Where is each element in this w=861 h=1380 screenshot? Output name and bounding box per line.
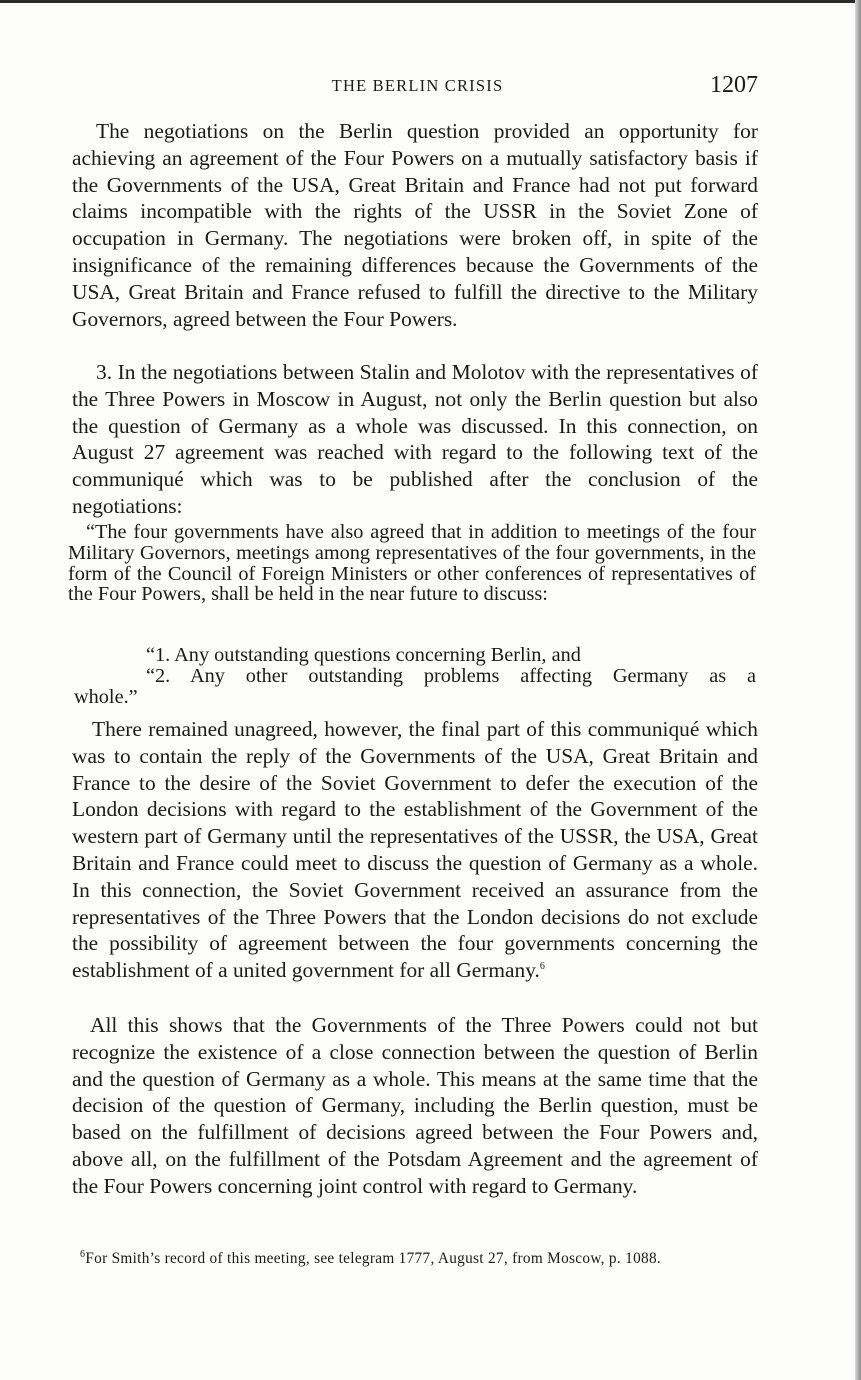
paragraph-text [72, 716, 758, 984]
running-head [0, 72, 861, 106]
footnote-reference[interactable]: 6 [539, 961, 545, 973]
paragraph-point-3 [72, 359, 758, 520]
quote-intro: “The four governments have also agreed that in addition to meetings of the four Military Governors, meetings among representatives of the four governments, in the form of the Council of Foreign Ministers or other conferences of representatives of the Four Powers, shall be held in the near future to discuss: [68, 521, 756, 606]
paragraph-text: 3. In the negotiations between Stalin and Molotov with the representatives of the Three Powers in Moscow in August, not only the Berlin question but also the question of Germany as a whole was discussed. In this connection, on August 27 agreement was reached with regard to the following text of the communiqué which was to be published after the conclusion of the negotiations: [72, 360, 758, 518]
running-title: THE BERLIN CRISIS [331, 76, 504, 95]
footnote-text [64, 1250, 750, 1268]
quote-item-2-continued: whole.” [74, 686, 138, 708]
footnote [64, 1250, 750, 1268]
paragraph-text: All this shows that the Governments of the Three Powers could not but recognize the existence of a close connection between the question of Berlin and the question of Germany as a whole. This means at the same time that the decision of the question of Germany, including the Berlin question, must be based on the fulfillment of decisions agreed between the Four Powers and, above all, on the fulfillment of the Potsdam Agreement and the agreement of the Four Powers concerning joint control with regard to Germany. [72, 1013, 758, 1198]
footnote-body: For Smith’s record of this meeting, see telegram 1777, August 27, from Moscow, p. 1088. [85, 1250, 662, 1267]
paragraph-body: There remained unagreed, however, the final part of this communiqué which was to contain the reply of the Governments of the USA, Great Britain and France to the desire of the Soviet Government to defer the execution of the London decisions with regard to the establishment of the Government of the western part of Germany until the representatives of the USSR, the USA, Great Britain and France could meet to discuss the question of Germany as a whole. In this connection, the Soviet Government received an assurance from the representatives of the Three Powers that the London decisions do not exclude the possibility of agreement between the four governments concerning the establishment of a united government for all Germany. [72, 717, 758, 983]
quote-item-2: “2. Any other outstanding problems affecting Germany as a [146, 665, 756, 687]
paragraph-negotiations [72, 118, 758, 332]
page-edge-shadow [855, 0, 861, 1380]
quote-item-1: “1. Any outstanding questions concerning Berlin, and [146, 644, 581, 666]
top-edge-rule [0, 0, 861, 3]
paragraph-text: The negotiations on the Berlin question provided an opportunity for achieving an agreement of the Four Powers on a mutually satisfactory basis if the Governments of the USA, Great Britain and France had not put forward claims incompatible with the rights of the USSR in the Soviet Zone of occupation in Germany. The negotiations were broken off, in spite of the insignificance of the remaining differences because the Governments of the USA, Great Britain and France refused to fulfill the directive to the Military Governors, agreed between the Four Powers. [72, 119, 758, 331]
paragraph-conclusion [72, 1012, 758, 1200]
paragraph-unagreed [72, 716, 758, 984]
communique-quote [68, 522, 756, 605]
page-number: 1207 [710, 72, 758, 98]
footnote-marker: 6 [80, 1248, 86, 1260]
